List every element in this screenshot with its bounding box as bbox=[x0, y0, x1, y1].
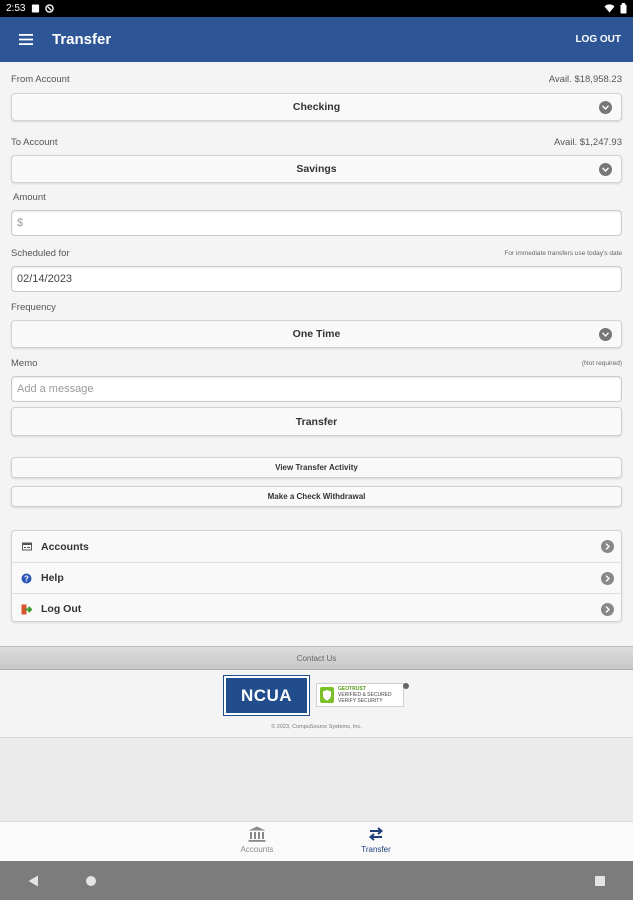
nav-item-label: Log Out bbox=[41, 603, 82, 615]
amount-label: Amount bbox=[13, 192, 46, 203]
amount-placeholder: $ bbox=[17, 217, 24, 229]
back-icon[interactable] bbox=[28, 875, 39, 887]
transfer-button[interactable]: Transfer bbox=[11, 407, 622, 436]
tab-label: Transfer bbox=[361, 845, 391, 854]
status-bar bbox=[0, 0, 633, 17]
chevron-right-icon bbox=[601, 540, 614, 553]
chevron-down-icon bbox=[599, 328, 612, 341]
recent-apps-icon[interactable] bbox=[595, 876, 605, 886]
copyright-text: © 2023, CompuSource Systems, Inc. bbox=[271, 724, 362, 730]
bank-icon bbox=[248, 826, 266, 842]
scheduled-date-value: 02/14/2023 bbox=[17, 273, 73, 285]
logout-icon bbox=[12, 604, 41, 615]
contact-us-bar[interactable]: Contact Us bbox=[0, 646, 633, 670]
transfer-icon bbox=[367, 826, 385, 842]
wifi-icon bbox=[604, 4, 615, 13]
shield-icon bbox=[320, 687, 334, 703]
nav-item-accounts[interactable] bbox=[12, 531, 621, 562]
to-available-balance: Avail. $1,247.93 bbox=[554, 137, 622, 148]
frequency-select[interactable] bbox=[11, 320, 622, 348]
scheduled-date-input[interactable] bbox=[11, 266, 622, 292]
help-icon bbox=[12, 573, 41, 584]
tab-label: Accounts bbox=[240, 845, 274, 854]
footer bbox=[0, 670, 633, 738]
to-account-label: To Account bbox=[11, 137, 58, 148]
ncua-logo[interactable] bbox=[224, 676, 309, 715]
svg-text:?: ? bbox=[24, 573, 29, 583]
geotrust-name: GEOTRUST bbox=[338, 686, 366, 692]
hamburger-menu-icon bbox=[19, 34, 33, 45]
page-title: Transfer bbox=[52, 31, 112, 48]
amount-input[interactable] bbox=[11, 210, 622, 236]
nav-item-logout[interactable] bbox=[12, 593, 621, 624]
memo-placeholder: Add a message bbox=[17, 383, 94, 395]
bottom-navigation bbox=[0, 821, 633, 861]
frequency-value: One Time bbox=[292, 328, 341, 340]
tab-accounts[interactable] bbox=[217, 826, 297, 854]
notification-icon bbox=[31, 4, 40, 13]
frequency-label: Frequency bbox=[11, 302, 56, 313]
battery-icon bbox=[620, 3, 627, 14]
app-bar bbox=[0, 17, 633, 62]
navigation-list bbox=[11, 530, 622, 622]
app-notification-icon bbox=[45, 4, 54, 13]
chevron-right-icon bbox=[601, 572, 614, 585]
status-time: 2:53 bbox=[6, 3, 26, 14]
menu-button[interactable] bbox=[0, 17, 52, 62]
chevron-right-icon bbox=[601, 603, 614, 616]
to-account-select[interactable] bbox=[11, 155, 622, 183]
registered-mark-icon bbox=[403, 683, 409, 689]
from-available-balance: Avail. $18,958.23 bbox=[548, 74, 622, 85]
logout-link[interactable]: LOG OUT bbox=[575, 34, 621, 45]
nav-item-label: Accounts bbox=[41, 540, 89, 553]
ncua-logo-text: NCUA bbox=[240, 685, 293, 705]
geotrust-verified: VERIFIED & SECURED bbox=[338, 692, 392, 698]
from-account-select[interactable] bbox=[11, 93, 622, 121]
memo-note: (Not required) bbox=[581, 360, 622, 367]
scheduled-label: Scheduled for bbox=[11, 248, 70, 259]
memo-label: Memo bbox=[11, 358, 38, 369]
tab-transfer[interactable] bbox=[336, 826, 416, 854]
nav-item-help[interactable] bbox=[12, 562, 621, 593]
from-account-value: Checking bbox=[292, 101, 341, 113]
check-withdrawal-button[interactable]: Make a Check Withdrawal bbox=[11, 486, 622, 507]
nav-item-label: Help bbox=[41, 572, 64, 584]
chevron-down-icon bbox=[599, 163, 612, 176]
scheduled-note: For immediate transfers use today's date bbox=[504, 250, 622, 257]
view-transfer-activity-button[interactable]: View Transfer Activity bbox=[11, 457, 622, 478]
geotrust-seal[interactable] bbox=[316, 683, 404, 707]
to-account-value: Savings bbox=[296, 163, 337, 175]
accounts-icon bbox=[12, 542, 41, 551]
transfer-form bbox=[0, 62, 633, 646]
system-navigation-bar bbox=[0, 861, 633, 900]
home-icon[interactable] bbox=[86, 876, 96, 886]
from-account-label: From Account bbox=[11, 74, 70, 85]
geotrust-verify: VERIFY SECURITY bbox=[338, 698, 383, 704]
memo-input[interactable] bbox=[11, 376, 622, 402]
chevron-down-icon bbox=[599, 101, 612, 114]
